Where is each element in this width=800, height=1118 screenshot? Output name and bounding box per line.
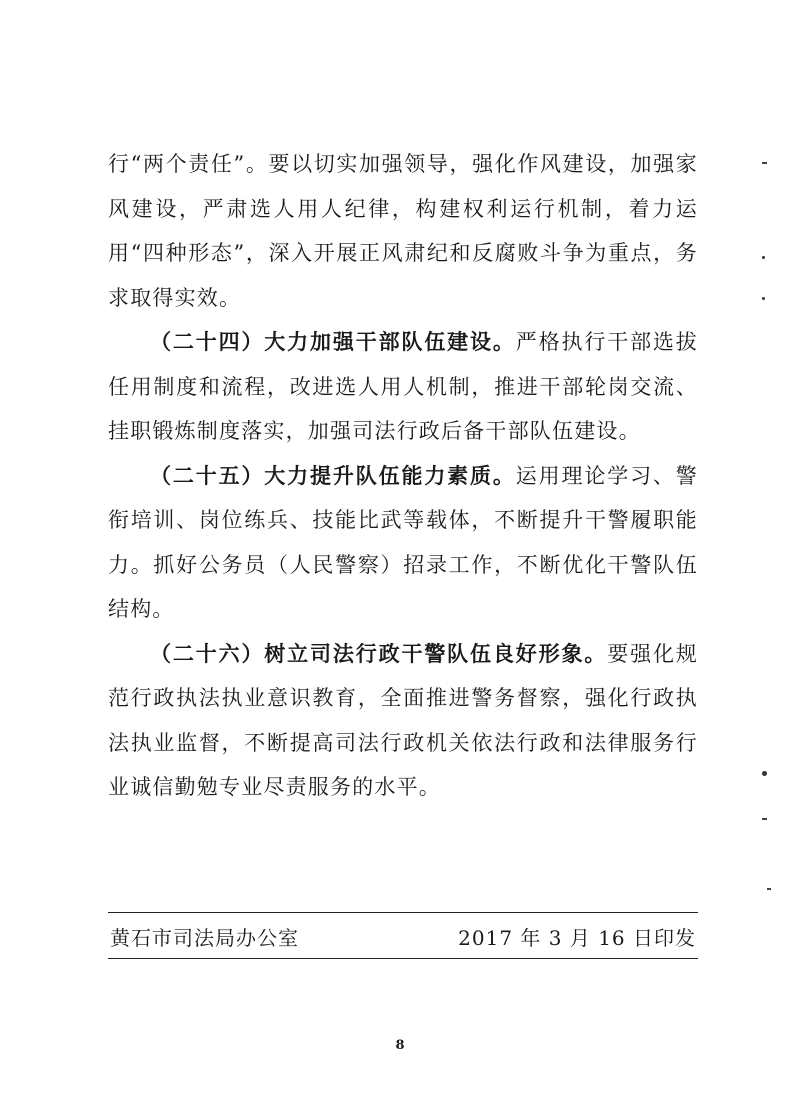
paragraph-text: 严格执行干部选拔任用制度和流程，改进选人用人机制，推进干部轮岗交流、挂职锻炼制度落实，加强司法行政后备干部队伍建设。	[108, 330, 698, 443]
footer-issue-date: 2017 年 3 月 16 日印发	[458, 926, 696, 950]
scan-mark	[762, 162, 767, 164]
paragraph-heading: （二十六）树立司法行政干警队伍良好形象。	[150, 640, 608, 666]
footer-issuer: 黄石市司法局办公室	[110, 926, 299, 950]
paragraph-text: 行“两个责任”。要以切实加强领导，强化作风建设，加强家风建设，严肃选人用人纪律，构建权利运行机制，着力运用“四种形态”，深入开展正风肃纪和反腐败斗争为重点，务求取得实效。	[108, 152, 698, 310]
document-body	[108, 142, 698, 810]
scan-mark	[762, 297, 765, 300]
paragraph-section-25	[108, 454, 698, 632]
scan-mark	[762, 771, 767, 776]
footer-bottom-rule	[108, 958, 698, 959]
scan-mark	[767, 888, 771, 890]
paragraph-text: 运用理论学习、警衔培训、岗位练兵、技能比武等载体，不断提升干警履职能力。抓好公务员（人民警察）招录工作，不断优化干警队伍结构。	[108, 463, 698, 621]
paragraph-text: 要强化规范行政执法执业意识教育，全面推进警务督察，强化行政执法执业监督，不断提高司法行政机关依法行政和法律服务行业诚信勤勉专业尽责服务的水平。	[108, 641, 698, 799]
footer-top-rule	[108, 912, 698, 913]
paragraph-section-26	[108, 632, 698, 810]
scan-mark	[762, 818, 767, 820]
scan-mark	[762, 256, 765, 259]
paragraph-heading: （二十四）大力加强干部队伍建设。	[150, 329, 516, 354]
paragraph-section-24	[108, 320, 698, 454]
paragraph-continuation	[108, 142, 698, 320]
page-number: 8	[395, 1038, 405, 1053]
paragraph-heading: （二十五）大力提升队伍能力素质。	[150, 462, 516, 488]
